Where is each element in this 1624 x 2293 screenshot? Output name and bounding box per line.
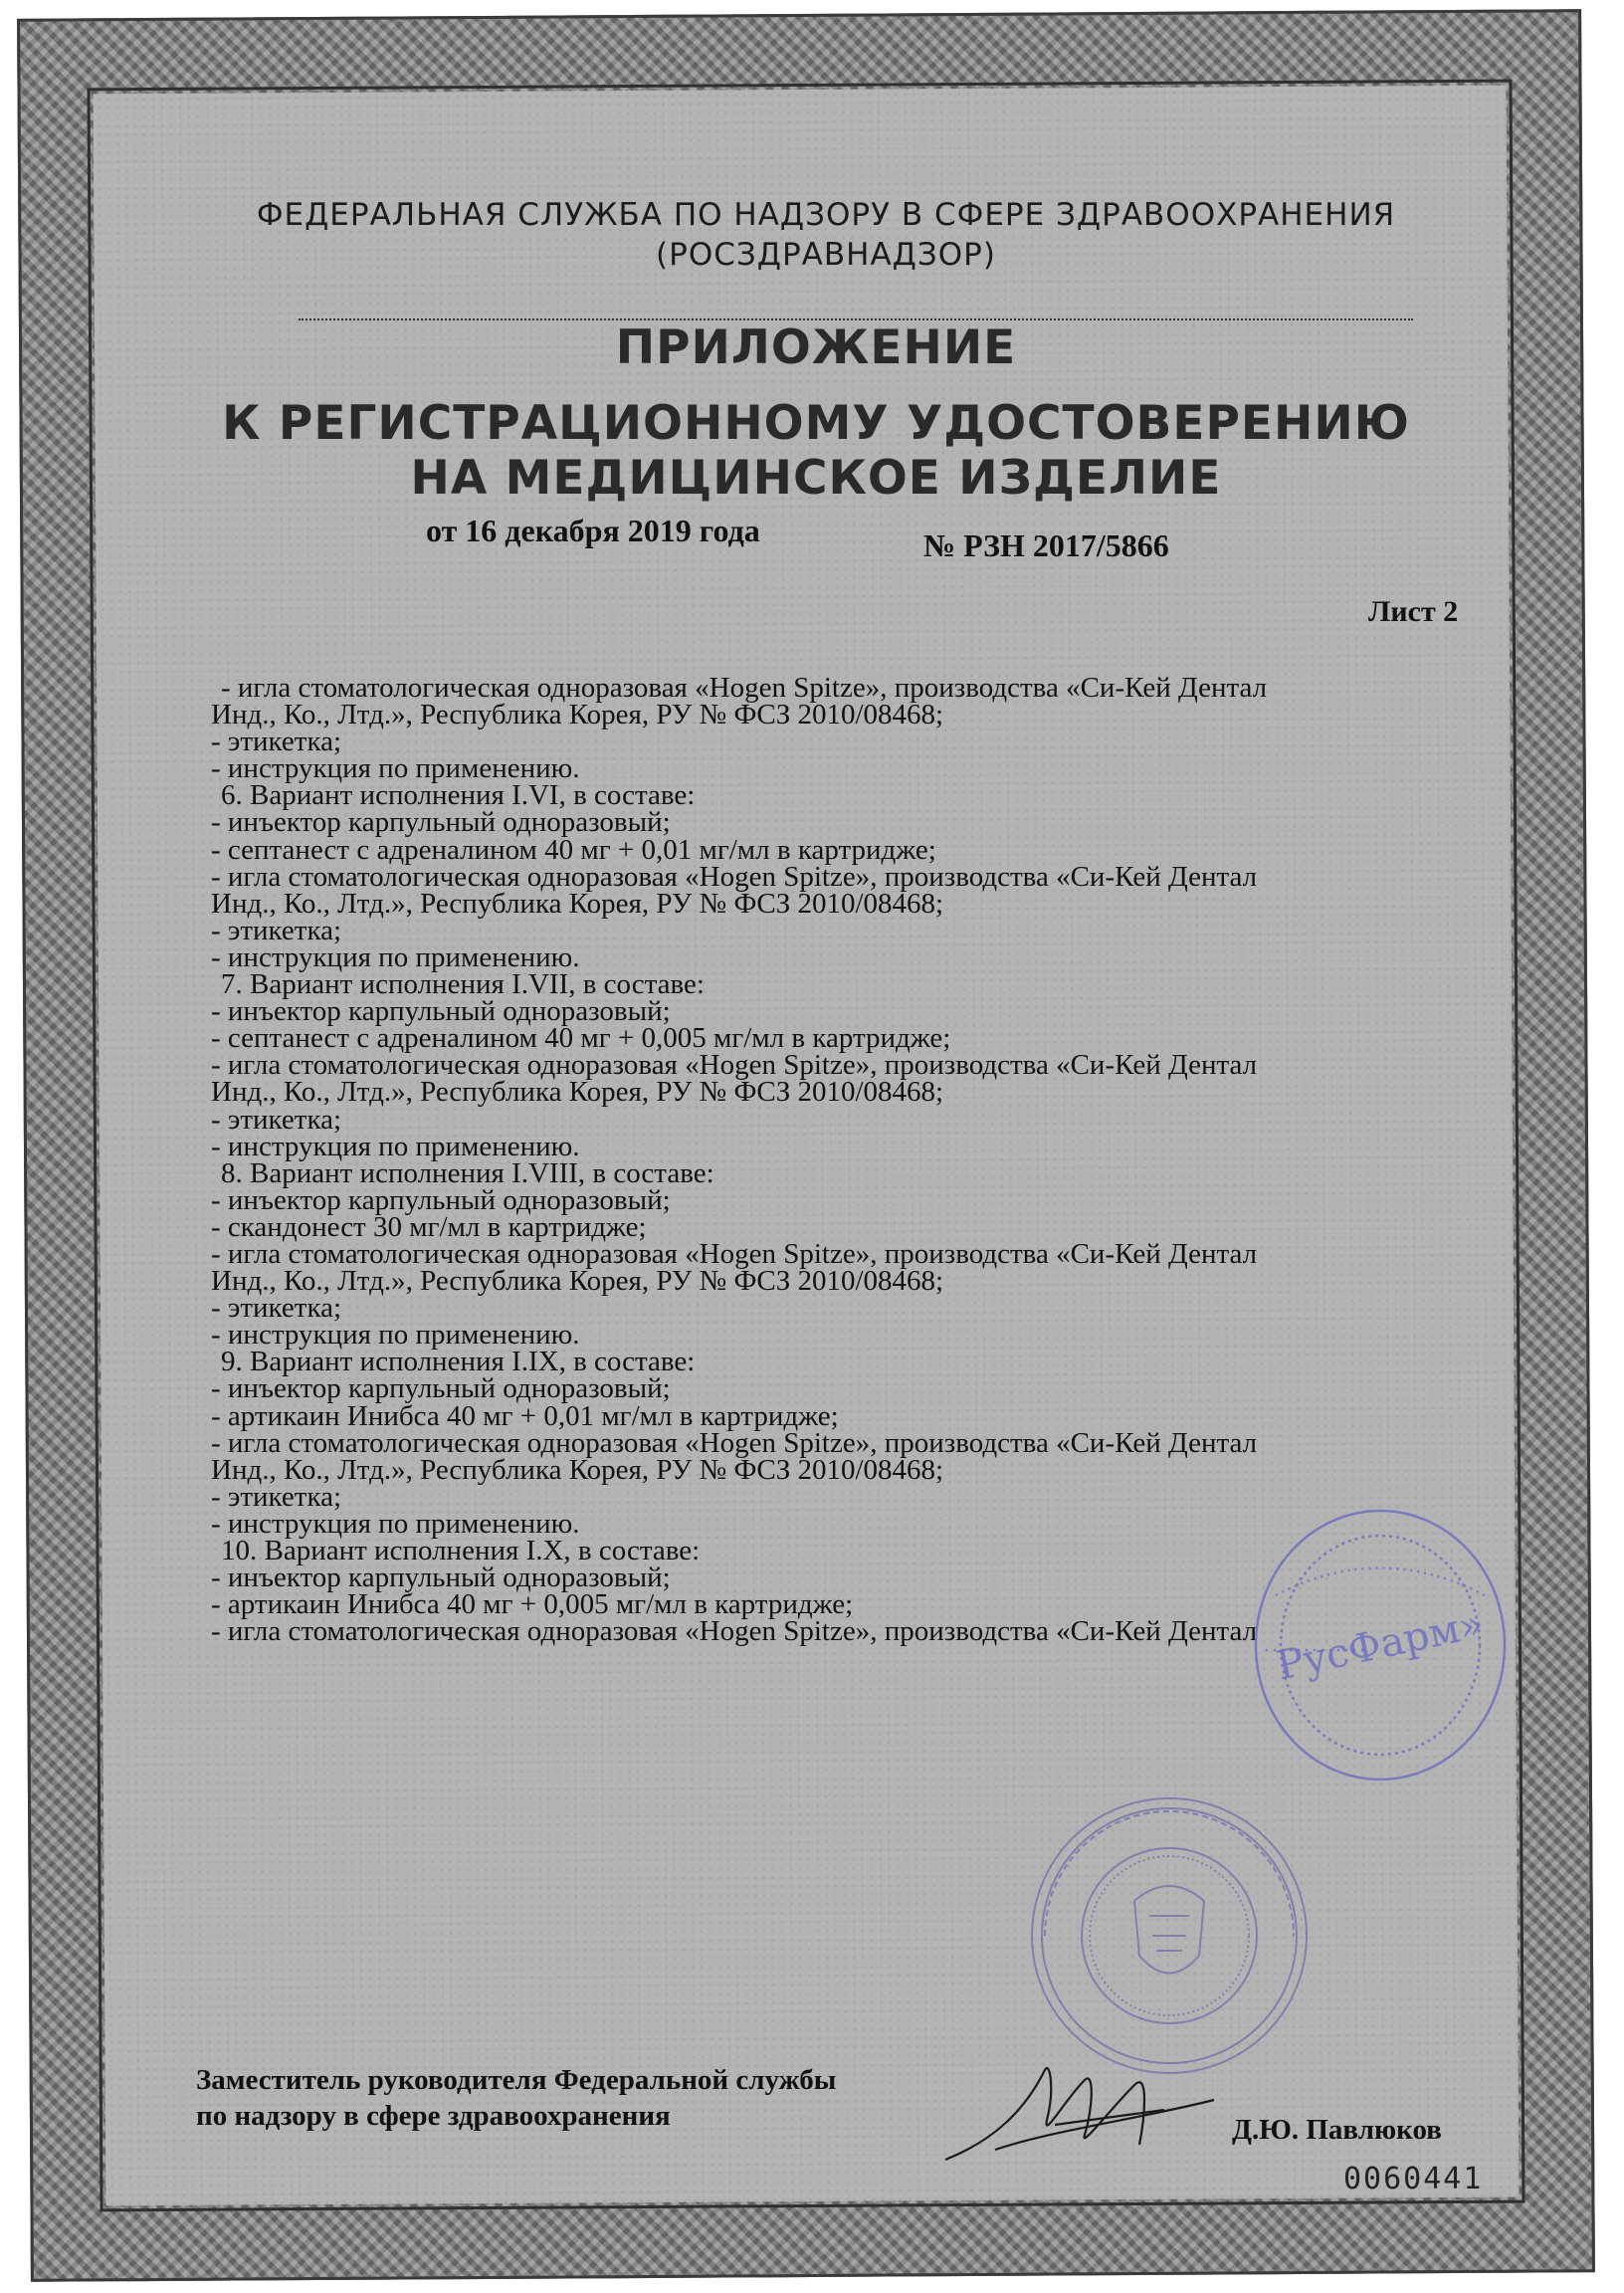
composition-line: - игла стоматологическая одноразовая «Hogen Spitze», производства «Си-Кей Дентал	[221, 672, 1268, 704]
sheet-number: Лист 2	[1368, 595, 1459, 628]
composition-line: - инструкция по применению.	[211, 752, 580, 785]
composition-line: 10. Вариант исполнения I.X, в составе:	[221, 1535, 701, 1566]
composition-line: - игла стоматологическая одноразовая «Hogen Spitze», производства «Си-Кей Дентал	[211, 1615, 1258, 1648]
company-stamp	[1246, 1501, 1515, 1789]
registration-number: № РЗН 2017/5866	[923, 527, 1169, 563]
composition-line: 8. Вариант исполнения I.VIII, в составе:	[221, 1156, 714, 1189]
composition-line: - артикаин Инибса 40 мг + 0,005 мг/мл в картридже;	[211, 1588, 854, 1621]
signer-name: Д.Ю. Павлюков	[1232, 2114, 1442, 2146]
composition-line: - септанест с адреналином 40 мг + 0,005 мг/мл в картридже;	[211, 1022, 951, 1055]
company-stamp-text: РусФарм»	[1272, 1600, 1489, 1690]
composition-line: - игла стоматологическая одноразовая «Hogen Spitze», производства «Си-Кей Дентал	[211, 1426, 1258, 1459]
signature	[935, 2050, 1234, 2170]
form-serial-number: 0060441	[1343, 2162, 1484, 2196]
composition-line: - этикетка;	[211, 1103, 342, 1136]
composition-line: - игла стоматологическая одноразовая «Hogen Spitze», производства «Си-Кей Дентал	[211, 860, 1258, 893]
agency-name: ФЕДЕРАЛЬНАЯ СЛУЖБА ПО НАДЗОРУ В СФЕРЕ ЗДРАВООХРАНЕНИЯ	[256, 197, 1396, 233]
composition-line: 7. Вариант исполнения I.VII, в составе:	[221, 968, 705, 1001]
composition-line: - игла стоматологическая одноразовая «Hogen Spitze», производства «Си-Кей Дентал	[211, 1049, 1258, 1082]
composition-line: - инструкция по применению.	[211, 1507, 580, 1540]
composition-line: - этикетка;	[211, 726, 342, 758]
composition-line: - инструкция по применению.	[211, 940, 580, 973]
agency-abbreviation: (РОСЗДРАВНАДЗОР)	[656, 237, 996, 273]
composition-line: Инд., Ко., Лтд.», Республика Корея, РУ № ФСЗ 2010/08468;	[211, 1453, 944, 1486]
official-seal	[1025, 1791, 1314, 2080]
document-subtitle-line2: НА МЕДИЦИНСКОЕ ИЗДЕЛИЕ	[410, 451, 1222, 506]
composition-line: Инд., Ко., Лтд.», Республика Корея, РУ № ФСЗ 2010/08468;	[211, 887, 944, 920]
composition-line: - скандонест 30 мг/мл в картридже;	[211, 1210, 647, 1243]
composition-line: - этикетка;	[211, 1480, 342, 1513]
composition-line: - инъектор карпульный одноразовый;	[211, 1183, 671, 1216]
composition-line: - инструкция по применению.	[211, 1130, 580, 1162]
composition-line: Инд., Ко., Лтд.», Республика Корея, РУ № ФСЗ 2010/08468;	[211, 699, 944, 731]
composition-line: Инд., Ко., Лтд.», Республика Корея, РУ № ФСЗ 2010/08468;	[211, 1076, 944, 1109]
composition-line: - этикетка;	[211, 1292, 342, 1325]
composition-line: 6. Вариант исполнения I.VI, в составе:	[221, 779, 696, 812]
signer-position-line1: Заместитель руководителя Федеральной службы	[196, 2064, 837, 2096]
signer-position-line2: по надзору в сфере здравоохранения	[196, 2100, 671, 2132]
composition-line: Инд., Ко., Лтд.», Республика Корея, РУ № ФСЗ 2010/08468;	[211, 1265, 944, 1298]
composition-line: - артикаин Инибса 40 мг + 0,01 мг/мл в картридже;	[211, 1399, 839, 1432]
composition-line: - инструкция по применению.	[211, 1319, 580, 1352]
composition-line: - инъектор карпульный одноразовый;	[211, 995, 671, 1028]
composition-line: 9. Вариант исполнения I.IX, в составе:	[221, 1346, 696, 1378]
issue-date: от 16 декабря 2019 года	[426, 513, 760, 548]
composition-line: - инъектор карпульный одноразовый;	[211, 1562, 671, 1594]
document-title: ПРИЛОЖЕНИЕ	[615, 320, 1017, 375]
composition-line: - септанест с адреналином 40 мг + 0,01 мг/мл в картридже;	[211, 833, 936, 866]
composition-line: - этикетка;	[211, 914, 342, 946]
composition-line: - инъектор карпульный одноразовый;	[211, 1372, 671, 1405]
document-subtitle-line1: К РЕГИСТРАЦИОННОМУ УДОСТОВЕРЕНИЮ	[222, 396, 1410, 451]
composition-line: - инъектор карпульный одноразовый;	[211, 806, 671, 839]
composition-line: - игла стоматологическая одноразовая «Hogen Spitze», производства «Си-Кей Дентал	[211, 1237, 1258, 1270]
